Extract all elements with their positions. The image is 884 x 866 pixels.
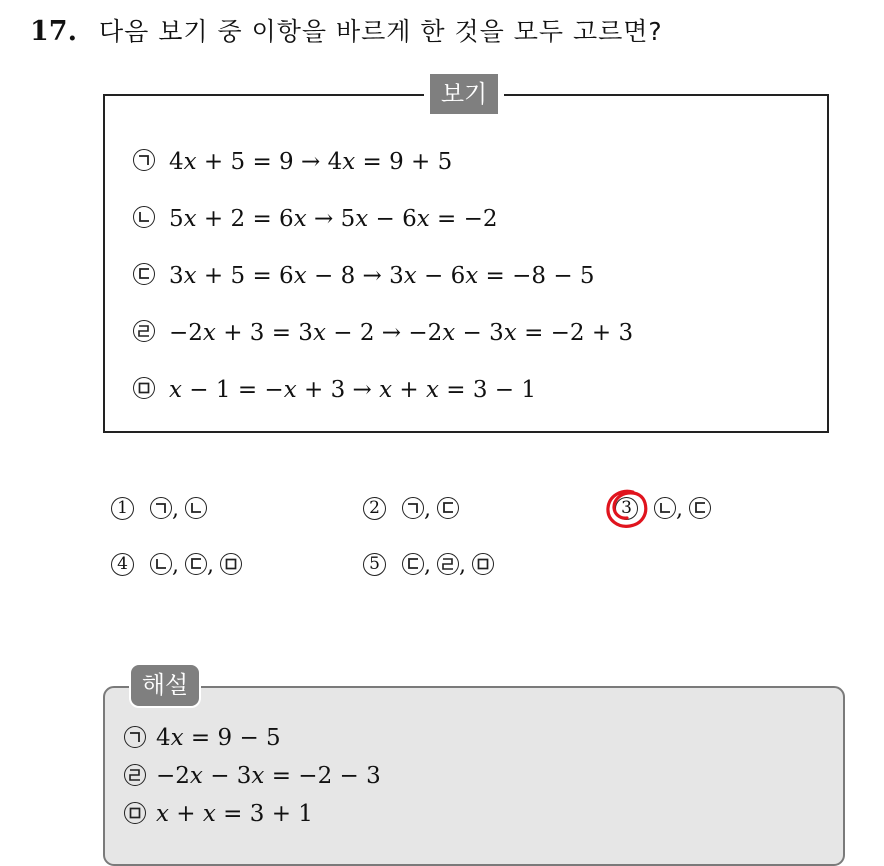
digeut-circle-symbol [133, 263, 155, 285]
bogi-item-digeut [133, 260, 595, 290]
mieum-circle-symbol [124, 802, 146, 824]
explanation-line-rieul [124, 761, 381, 791]
giyeok-circle-symbol [124, 726, 146, 748]
explanation-expression: 4x = 9 − 5 [156, 725, 281, 751]
bogi-expression: x − 1 = −x + 3 → x + x = 3 − 1 [169, 377, 537, 403]
giyeok-circle-symbol [133, 149, 155, 171]
question-header [30, 12, 663, 48]
nieun-circle-symbol [133, 206, 155, 228]
digeut-circle-symbol [402, 553, 424, 575]
bogi-expression: 3x + 5 = 6x − 8 → 3x − 6x = −8 − 5 [169, 263, 595, 289]
choice-3[interactable]: 3 , [615, 495, 711, 525]
choice-number: 1 [111, 497, 134, 520]
rieul-circle-symbol [437, 553, 459, 575]
rieul-circle-symbol [133, 320, 155, 342]
giyeok-circle-symbol [150, 497, 172, 519]
bogi-item-rieul [133, 317, 633, 347]
nieun-circle-symbol [185, 497, 207, 519]
digeut-circle-symbol [185, 553, 207, 575]
choice-2[interactable]: 2 , [363, 495, 459, 525]
bogi-item-mieum [133, 374, 536, 404]
bogi-expression: 4x + 5 = 9 → 4x = 9 + 5 [169, 149, 453, 175]
choice-5[interactable]: 5 , , [363, 551, 494, 581]
bogi-expression: 5x + 2 = 6x → 5x − 6x = −2 [169, 206, 498, 232]
explanation-expression: x + x = 3 + 1 [156, 801, 313, 827]
answer-circle-mark-icon [603, 487, 651, 531]
mieum-circle-symbol [220, 553, 242, 575]
mieum-circle-symbol [472, 553, 494, 575]
mieum-circle-symbol [133, 377, 155, 399]
question-text: 다음 보기 중 이항을 바르게 한 것을 모두 고르면? [98, 17, 663, 46]
explanation-line-mieum [124, 799, 313, 829]
bogi-label: 보기 [430, 74, 498, 114]
choice-number: 3 [615, 497, 638, 520]
choice-number: 4 [111, 553, 134, 576]
explanation-expression: −2x − 3x = −2 − 3 [156, 763, 381, 789]
choice-number: 2 [363, 497, 386, 520]
explanation-label: 해설 [129, 663, 201, 708]
giyeok-circle-symbol [402, 497, 424, 519]
digeut-circle-symbol [437, 497, 459, 519]
question-number: 17. [30, 16, 77, 47]
bogi-item-giyeok [133, 146, 452, 176]
choice-4[interactable]: 4 , , [111, 551, 242, 581]
digeut-circle-symbol [689, 497, 711, 519]
explanation-line-giyeok [124, 723, 281, 753]
bogi-item-nieun [133, 203, 498, 233]
choice-1[interactable]: 1 , [111, 495, 207, 525]
nieun-circle-symbol [150, 553, 172, 575]
rieul-circle-symbol [124, 764, 146, 786]
choice-number: 5 [363, 553, 386, 576]
bogi-expression: −2x + 3 = 3x − 2 → −2x − 3x = −2 + 3 [169, 320, 634, 346]
nieun-circle-symbol [654, 497, 676, 519]
